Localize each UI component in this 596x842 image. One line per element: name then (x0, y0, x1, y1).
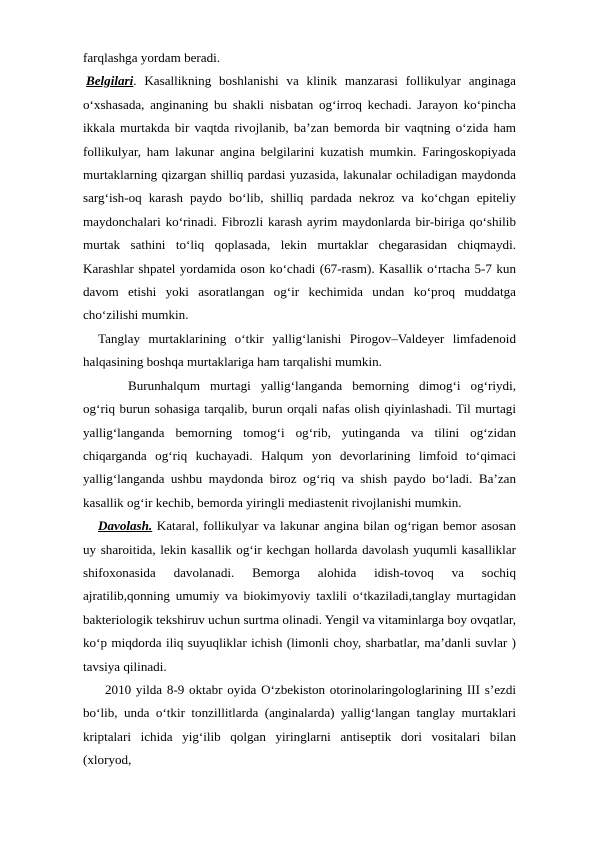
paragraph-continuation: farqlashga yordam beradi. (83, 50, 221, 65)
paragraph-spread: Tanglay murtaklarining o‘tkir yallig‘lanishi Pirogov–Valdeyer limfadenoid halqasining boshqa murtaklariga ham tarqalishi mumkin. (83, 330, 516, 370)
paragraph-nasopharynx: Burunhalqum murtagi yallig‘langanda bemorning dimog‘i og‘riydi, og‘riq burun sohasiga tarqalib, burun orqali nafas olish qiyinlashadi. Til murtagi yallig‘langanda bemorning tomog‘i og‘rib, yutinganda va tilini og‘zidan chiqarganda og‘riq kuchayadi. Halqum yon devorlarining limfoid to‘qimaci yallig‘langanda ushbu maydonda biroz og‘riq va shish paydo bo‘ladi. Ba’zan kasallik og‘ir kechib, bemorda yiringli mediastenit rivojlanishi mumkin. (83, 377, 516, 510)
paragraph-congress: 2010 yilda 8-9 oktabr oyida O‘zbekiston otorinolaringologlarining III s’ezdi bo‘lib, unda o‘tkir tonzillitlarda (anginalarda) yallig‘langan tanglay murtaklari kriptalari ichida yig‘ilib qolgan yiringlarni antiseptik dori vositalari bilan (xloryod, (83, 681, 516, 768)
paragraph-symptoms (83, 69, 516, 326)
document-page (83, 46, 516, 772)
symptoms-text: . Kasallikning boshlanishi va klinik manzarasi follikulyar anginaga o‘xshasada, anginaning bu shakli nisbatan og‘irroq kechadi. Jarayon ko‘pincha ikkala murtakda bir vaqtda rivojlanib, ba’zan bemorda bir vaqtning o‘zida ham follikulyar, ham lakunar angina belgilarini kuzatish mumkin. Faringoskopiyada murtaklarning qizargan shilliq pardasi yuzasida, lakunalar ochiladigan maydonda sarg‘ish-oq karash paydo bo‘lib, shilliq pardada nekroz va ko‘chgan epiteliy maydonchalari ko‘rinadi. Fibrozli karash ayrim maydonlarda bir-biriga qo‘shilib murtak sathini to‘liq qoplasada, lekin murtaklar chegarasidan chiqmaydi. Karashlar shpatel yordamida oson ko‘chadi (67-rasm). Kasallik o‘rtacha 5-7 kun davom etishi yoki asoratlangan og‘ir kechimida undan ko‘proq muddatga cho‘zilishi mumkin. (83, 73, 516, 323)
paragraph-treatment (83, 514, 516, 678)
symptoms-heading: Belgilari (86, 73, 134, 89)
treatment-text: Kataral, follikulyar va lakunar angina bilan og‘rigan bemor asosan uy sharoitida, lekin kasallik og‘ir kechgan hollarda davolash yuqumli kasalliklar shifoxonasida davolanadi. Bemorga alohida idish-tovoq va sochiq ajratilib,qonning umumiy va biokimyoviy taxlili o‘tkaziladi,tanglay murtagidan bakteriologik tekshiruv uchun surtma olinadi. Yengil va vitaminlarga boy ovqatlar, ko‘p miqdorda iliq suyuqliklar ichish (limonli choy, sharbatlar, ma’danli suvlar ) tavsiya qilinadi. (83, 518, 516, 674)
treatment-heading: Davolash. (98, 518, 153, 534)
